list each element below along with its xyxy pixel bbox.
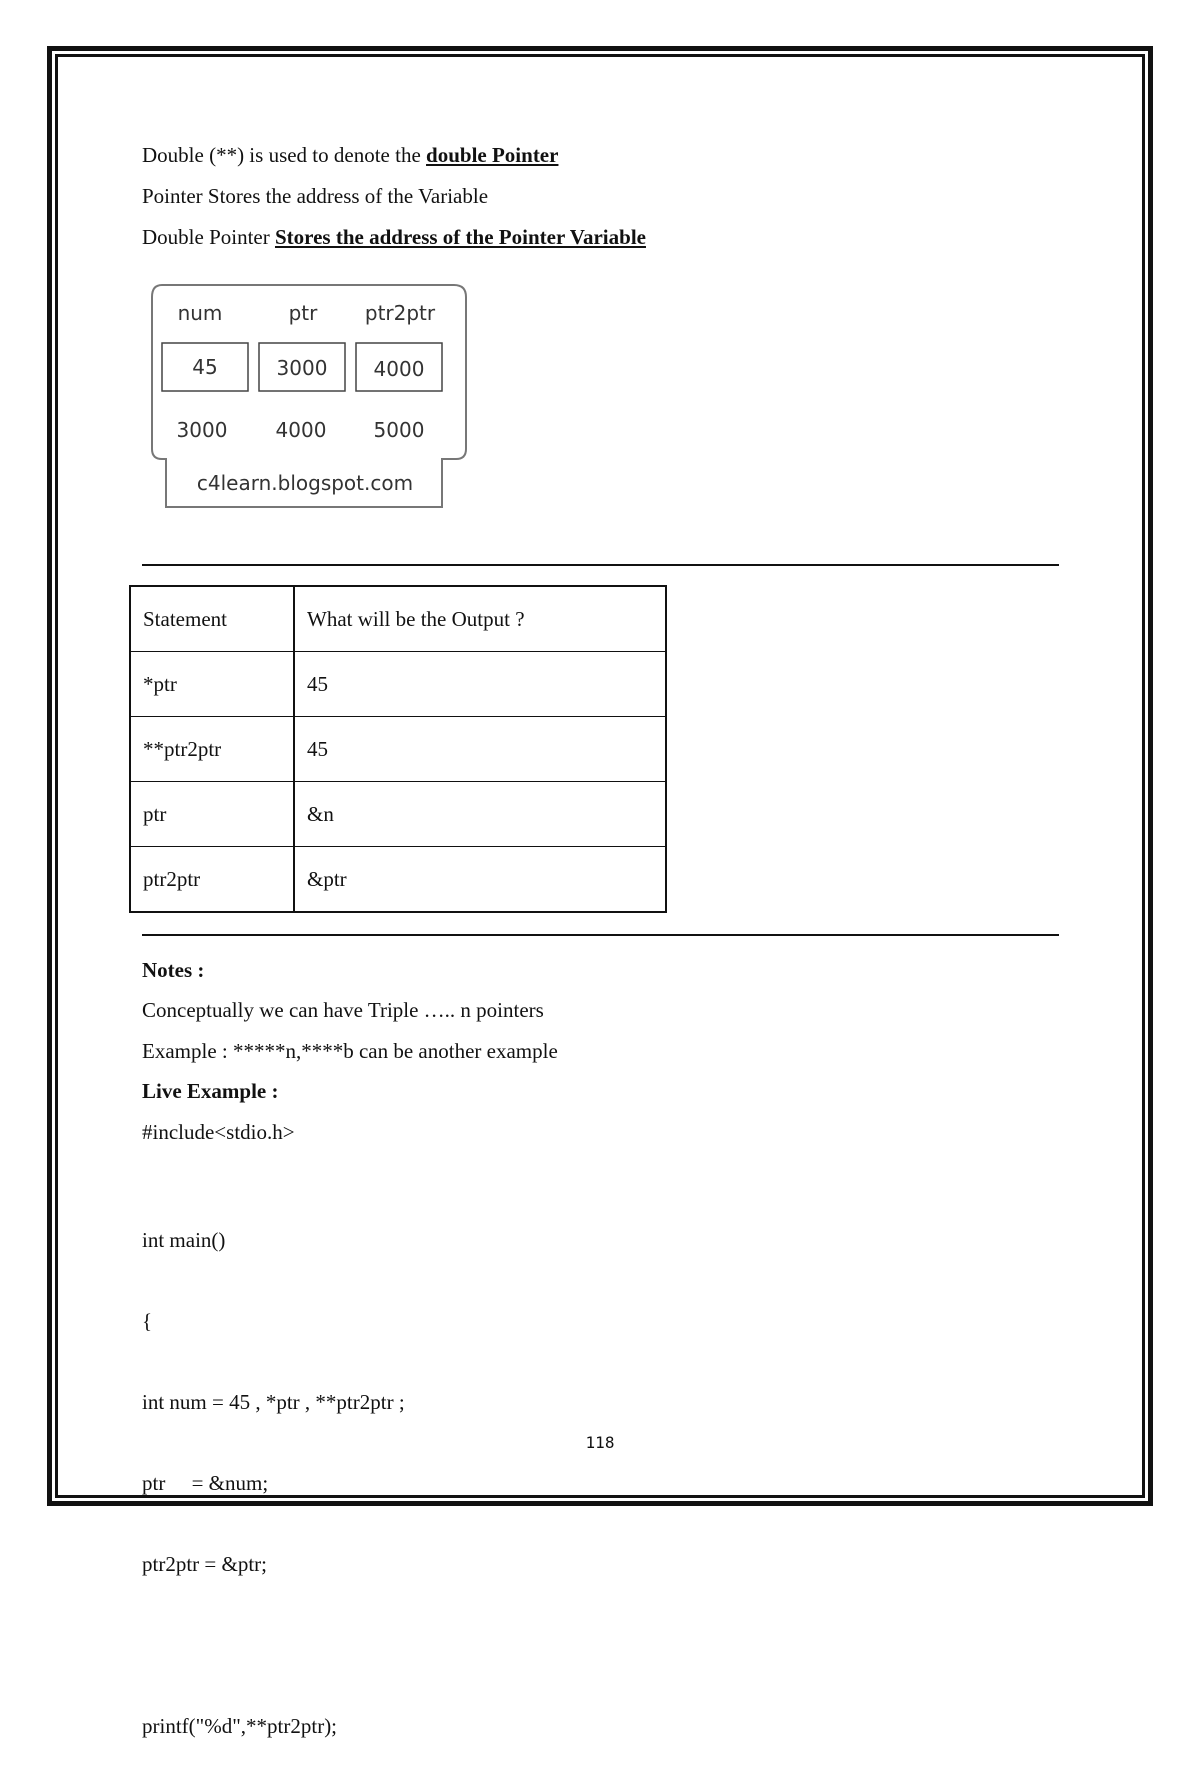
table-row bbox=[130, 717, 666, 782]
double-pointer-term: double Pointer bbox=[426, 143, 559, 167]
live-example-heading: Live Example : bbox=[142, 1079, 279, 1103]
value-ptr2ptr: 4000 bbox=[373, 357, 425, 381]
header-output: What will be the Output ? bbox=[294, 586, 666, 652]
output-table bbox=[129, 585, 667, 913]
address-num: 3000 bbox=[176, 418, 228, 442]
code-block bbox=[142, 1173, 405, 1767]
statement-cell: ptr2ptr bbox=[130, 847, 294, 913]
code-line: ptr = &num; bbox=[142, 1471, 269, 1495]
intro-line-1 bbox=[142, 143, 558, 167]
output-cell: &ptr bbox=[294, 847, 666, 913]
code-include: #include<stdio.h> bbox=[142, 1120, 295, 1144]
output-cell: &n bbox=[294, 782, 666, 847]
divider-top bbox=[142, 564, 1059, 566]
code-line bbox=[142, 1632, 405, 1659]
address-ptr: 4000 bbox=[275, 418, 327, 442]
address-ptr2ptr: 5000 bbox=[373, 418, 425, 442]
var-name-ptr: ptr bbox=[288, 301, 318, 325]
diagram-watermark: c4learn.blogspot.com bbox=[196, 471, 414, 495]
divider-bottom bbox=[142, 934, 1059, 936]
intro-line-3-text: Double Pointer bbox=[142, 225, 275, 249]
output-cell: 45 bbox=[294, 717, 666, 782]
notes-line-2: Example : *****n,****b can be another example bbox=[142, 1039, 558, 1063]
value-ptr: 3000 bbox=[276, 356, 328, 380]
table-row bbox=[130, 782, 666, 847]
header-statement: Statement bbox=[130, 586, 294, 652]
table-row bbox=[130, 652, 666, 717]
table-header-row bbox=[130, 586, 666, 652]
intro-line-1-text: Double (**) is used to denote the bbox=[142, 143, 427, 167]
output-cell: 45 bbox=[294, 652, 666, 717]
table-row bbox=[130, 847, 666, 913]
statement-cell: ptr bbox=[130, 782, 294, 847]
code-line: { bbox=[142, 1309, 153, 1333]
double-pointer-definition: Stores the address of the Pointer Variable bbox=[274, 225, 646, 249]
value-num: 45 bbox=[192, 355, 218, 379]
notes-heading: Notes : bbox=[142, 958, 205, 982]
code-line: int main() bbox=[142, 1228, 226, 1252]
pointer-memory-diagram bbox=[150, 283, 470, 511]
intro-line-2: Pointer Stores the address of the Variable bbox=[142, 184, 489, 208]
var-name-num: num bbox=[177, 301, 223, 325]
var-name-ptr2ptr: ptr2ptr bbox=[364, 301, 436, 325]
intro-line-3 bbox=[142, 225, 646, 249]
statement-cell: *ptr bbox=[130, 652, 294, 717]
notes-line-1: Conceptually we can have Triple ….. n pointers bbox=[142, 998, 544, 1022]
page-number: 118 bbox=[585, 1433, 615, 1452]
code-line: int num = 45 , *ptr , **ptr2ptr ; bbox=[142, 1390, 405, 1414]
statement-cell: **ptr2ptr bbox=[130, 717, 294, 782]
code-line: ptr2ptr = &ptr; bbox=[142, 1552, 267, 1576]
pointer-diagram-svg bbox=[150, 283, 470, 511]
code-line: printf("%d",**ptr2ptr); bbox=[142, 1714, 338, 1738]
